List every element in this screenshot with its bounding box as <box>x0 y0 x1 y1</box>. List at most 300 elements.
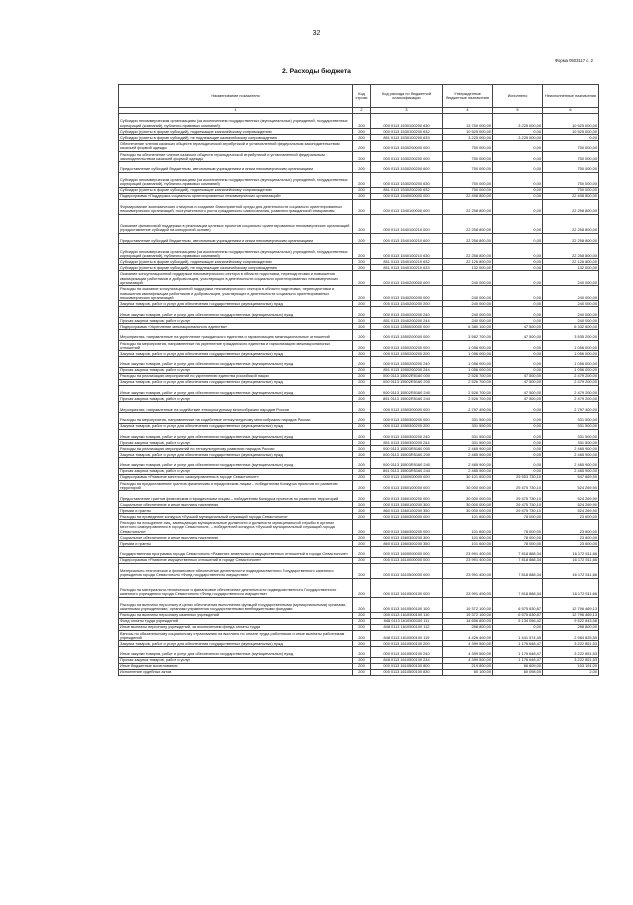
row-unexecuted: 22 498 800,00 <box>543 193 599 199</box>
row-unexecuted: 22 258 800,00 <box>543 214 599 233</box>
row-code: 200 <box>353 265 371 271</box>
row-code: 200 <box>353 501 371 507</box>
row-class-code: 851 0113 1540100210 633 <box>371 265 443 271</box>
header-approved: Утвержденные бюджетные назначения <box>443 85 493 108</box>
row-code: 200 <box>353 446 371 452</box>
row-executed: 0,00 <box>493 307 543 318</box>
row-unexecuted: 16 172 511,66 <box>543 578 599 597</box>
row-executed: 0,00 <box>493 402 543 413</box>
row-unexecuted: 16 172 511,66 <box>543 546 599 557</box>
row-code: 200 <box>353 474 371 480</box>
row-class-code: 000 0113 1540100210 000 <box>371 214 443 233</box>
row-name: Оказание финансовой поддержки в реализации целевых проектов социально ориентированных некоммерческих организаций (предоставление субсидий на конкурсной основе) <box>119 214 353 233</box>
row-approved: 750 000,00 <box>443 172 493 187</box>
row-executed: 29 475 730,10 <box>493 491 543 502</box>
row-class-code: 000 0113 1550200200 200 <box>371 351 443 357</box>
table-row <box>119 141 599 152</box>
row-code: 200 <box>353 647 371 658</box>
row-name: Подпрограмма «Развитие имущественных отношений в городе Севастополе» <box>119 557 353 563</box>
row-name: Формирование экономических стимулов и создание благоприятной среды для деятельности социально ориентированных некоммерческих организаций, поступательного роста гражданского самосознания, развития гражданской инициативы <box>119 199 353 214</box>
row-name: Субсидии некоммерческим организациям (за исключением государственных (муниципальных) учреждений, государственных корпораций (компаний), публично-правовых компаний) <box>119 114 353 129</box>
row-class-code: 848 0113 1610500100 112 <box>371 624 443 630</box>
row-approved: 2 465 900,00 <box>443 458 493 469</box>
row-code: 200 <box>353 513 371 519</box>
row-approved: 101 600,00 <box>443 513 493 519</box>
row-executed: 0,00 <box>493 286 543 301</box>
row-unexecuted: 2 479 200,00 <box>543 396 599 402</box>
row-unexecuted: 22 258 800,00 <box>543 233 599 244</box>
row-code: 200 <box>353 367 371 373</box>
row-name: Субсидии (гранты в форме субсидий), подлежащие казначейскому сопровождению <box>119 129 353 135</box>
row-unexecuted: 288 800,00 <box>543 624 599 630</box>
row-executed: 29 475 730,10 <box>493 501 543 507</box>
row-code: 200 <box>353 540 371 546</box>
row-code: 200 <box>353 557 371 563</box>
row-class-code: 000 0113 1550200200 240 <box>371 357 443 368</box>
table-row <box>119 329 599 340</box>
row-class-code: 000 0113 1550200000 000 <box>371 329 443 340</box>
table-row <box>119 402 599 413</box>
row-class-code: 000 0113 15503R5160 000 <box>371 446 443 452</box>
row-name: Расходы на предоставление грантов физическим и юридическим лицам – победителям Конкурса проектов по развитию территорий <box>119 480 353 491</box>
row-unexecuted: 6 332 600,00 <box>543 323 599 329</box>
table-row <box>119 357 599 368</box>
row-approved: 13 750 000,00 <box>443 114 493 129</box>
row-code: 200 <box>353 301 371 307</box>
row-class-code: 000 0113 1610500100 200 <box>371 641 443 647</box>
row-code: 200 <box>353 199 371 214</box>
row-class-code: 000 0113 1530100200 632 <box>371 129 443 135</box>
row-code: 200 <box>353 172 371 187</box>
row-approved: 132 000,00 <box>443 265 493 271</box>
row-code: 200 <box>353 612 371 618</box>
row-approved: 750 000,00 <box>443 151 493 162</box>
row-name: Расходы на мероприятия, направленные на содействие этнокультурному многообразию народов России <box>119 412 353 423</box>
row-approved: 240 000,00 <box>443 286 493 301</box>
row-code: 200 <box>353 244 371 259</box>
row-executed: 47 500,00 <box>493 385 543 396</box>
row-approved: 10 525 000,00 <box>443 129 493 135</box>
row-executed: 0,00 <box>493 259 543 265</box>
row-code: 200 <box>353 669 371 675</box>
row-name: Материально-техническое и финансовое обеспечение деятельности подведомственного Государственного казенного учреждения города Севастополя «Фонд государственного имущества» <box>119 563 353 578</box>
row-unexecuted: 2,00 <box>543 669 599 675</box>
row-name: Расходы на поощрение лиц, замещающих муниципальные должности и должности муниципальной службы в органах местного самоуправления в городе Севастополе, – победителей конкурса «Лучший муниципальный служащий города Севастополя» <box>119 519 353 534</box>
row-unexecuted: 2 465 900,00 <box>543 446 599 452</box>
row-name: Расходы на реализацию мероприятий по этнокультурному развитию народов России <box>119 446 353 452</box>
row-code: 200 <box>353 630 371 641</box>
row-approved: 331 500,00 <box>443 423 493 429</box>
table-row <box>119 513 599 519</box>
row-approved: 1 056 000,00 <box>443 340 493 351</box>
row-class-code: 000 0113 1610500000 000 <box>371 563 443 578</box>
row-code: 200 <box>353 129 371 135</box>
row-unexecuted: 23 600,00 <box>543 540 599 546</box>
row-name: Субсидии некоммерческим организациям (за исключением государственных (муниципальных) учреждений, государственных корпораций (компаний), публично-правовых компаний) <box>119 172 353 187</box>
row-class-code: 000 0113 1540200000 000 <box>371 271 443 286</box>
row-executed: 6 575 630,87 <box>493 597 543 612</box>
row-class-code: 000 0113 1530200200 600 <box>371 162 443 173</box>
row-unexecuted: 331 500,00 <box>543 440 599 446</box>
row-unexecuted: 23 600,00 <box>543 519 599 534</box>
row-executed: 78 000,00 <box>493 519 543 534</box>
row-class-code: 000 0113 1530100200 630 <box>371 114 443 129</box>
row-name: Взносы по обязательному социальному страхованию на выплаты по оплате труда работников и иные выплаты работникам учреждений <box>119 630 353 641</box>
column-number: 1 <box>119 108 353 114</box>
row-code: 200 <box>353 429 371 440</box>
row-code: 200 <box>353 458 371 469</box>
header-name: Наименование показателя <box>119 85 353 108</box>
row-approved: 2 526 700,00 <box>443 385 493 396</box>
row-unexecuted: 3 222 851,53 <box>543 641 599 647</box>
row-unexecuted: 23 600,00 <box>543 534 599 540</box>
row-class-code: 000 0113 1610500100 110 <box>371 612 443 618</box>
row-executed: 29 553 730,10 <box>493 474 543 480</box>
row-class-code: 000 0113 1550300200 000 <box>371 412 443 423</box>
row-class-code: 000 0113 1550300200 240 <box>371 429 443 440</box>
row-approved: 2 465 900,00 <box>443 468 493 474</box>
row-code: 200 <box>353 402 371 413</box>
row-approved: 2 526 700,00 <box>443 396 493 402</box>
row-code: 200 <box>353 151 371 162</box>
row-approved: 2 526 700,00 <box>443 373 493 379</box>
row-code: 200 <box>353 412 371 423</box>
row-class-code: 000 0113 15502R5160 000 <box>371 373 443 379</box>
row-class-code: 848 0113 1610500100 119 <box>371 630 443 641</box>
header-row <box>119 85 599 108</box>
row-unexecuted: 12 796 469,13 <box>543 612 599 618</box>
row-unexecuted: 3 222 851,53 <box>543 657 599 663</box>
row-approved: 22 258 800,00 <box>443 233 493 244</box>
row-code: 200 <box>353 187 371 193</box>
row-executed: 1 176 648,47 <box>493 641 543 647</box>
row-executed: 0,00 <box>493 340 543 351</box>
row-executed: 47 500,00 <box>493 396 543 402</box>
row-executed: 0,00 <box>493 162 543 173</box>
row-code: 200 <box>353 351 371 357</box>
row-code: 200 <box>353 597 371 612</box>
row-unexecuted: 23 600,00 <box>543 513 599 519</box>
table-row <box>119 199 599 214</box>
row-class-code: 000 0113 1560100200 000 <box>371 491 443 502</box>
row-unexecuted: 524 269,90 <box>543 491 599 502</box>
row-unexecuted: 2 479 200,00 <box>543 373 599 379</box>
row-approved: 750 000,00 <box>443 162 493 173</box>
row-executed: 0,00 <box>493 429 543 440</box>
row-executed: 47 500,00 <box>493 373 543 379</box>
row-code: 200 <box>353 507 371 513</box>
column-number: 6 <box>543 108 599 114</box>
table-row <box>119 578 599 597</box>
table-body <box>119 114 599 676</box>
row-approved: 1 056 000,00 <box>443 367 493 373</box>
row-approved: 240 000,00 <box>443 271 493 286</box>
row-approved: 2 526 700,00 <box>443 379 493 385</box>
row-unexecuted: 331 500,00 <box>543 429 599 440</box>
row-code: 200 <box>353 307 371 318</box>
table-row <box>119 114 599 129</box>
row-name: Иные бюджетные ассигнования <box>119 663 353 669</box>
row-approved: 101 600,00 <box>443 540 493 546</box>
row-code: 200 <box>353 259 371 265</box>
row-class-code: 860 0113 1560100200 350 <box>371 507 443 513</box>
row-unexecuted: 10 525 000,00 <box>543 129 599 135</box>
row-name: Иные выплаты персоналу учреждений, за исключением фонда оплаты труда <box>119 624 353 630</box>
row-name: Субсидии (гранты в форме субсидий), подлежащие казначейскому сопровождению <box>119 259 353 265</box>
table-row <box>119 172 599 187</box>
row-code: 200 <box>353 373 371 379</box>
row-name: Расходы на выплаты персоналу в целях обеспечения выполнения функций государственными (муниципальными) органами, казенными учреждениями, органами управления государственными внебюджетными фондами <box>119 597 353 612</box>
row-name: Прочая закупка товаров, работ и услуг <box>119 317 353 323</box>
table-row <box>119 458 599 469</box>
row-name: Расходы на выплаты персоналу казенных учреждений <box>119 612 353 618</box>
row-approved: 19 372 100,00 <box>443 597 493 612</box>
row-class-code: 851 0113 15503R5160 244 <box>371 468 443 474</box>
row-name: Премии и гранты <box>119 507 353 513</box>
row-unexecuted: 750 000,00 <box>543 141 599 152</box>
row-unexecuted: 750 000,00 <box>543 162 599 173</box>
row-class-code: 000 0113 1540000000 000 <box>371 193 443 199</box>
row-class-code: 000 0113 1540100210 630 <box>371 244 443 259</box>
row-class-code: 000 0113 1610500100 100 <box>371 597 443 612</box>
row-name: Прочая закупка товаров, работ и услуг <box>119 657 353 663</box>
row-name: Социальное обеспечение и иные выплаты населению <box>119 501 353 507</box>
row-executed: 1 176 648,47 <box>493 647 543 658</box>
row-name: Закупка товаров, работ и услуг для обеспечения государственных (муниципальных) нужд <box>119 452 353 458</box>
row-unexecuted: 2 797 400,00 <box>543 402 599 413</box>
row-code: 200 <box>353 271 371 286</box>
row-unexecuted: 2 465 900,00 <box>543 452 599 458</box>
row-name: Прочая закупка товаров, работ и услуг <box>119 367 353 373</box>
row-executed: 0,00 <box>493 440 543 446</box>
header-row-code: Код строки <box>353 85 371 108</box>
row-executed: 7 818 888,34 <box>493 563 543 578</box>
row-approved: 14 656 800,00 <box>443 618 493 624</box>
row-approved: 23 991 400,00 <box>443 578 493 597</box>
row-class-code: 000 0113 1610500100 240 <box>371 647 443 658</box>
row-unexecuted: 524 269,90 <box>543 480 599 491</box>
row-name: Субсидии (гранты в форме субсидий), подлежащие казначейскому сопровождению <box>119 187 353 193</box>
row-code: 200 <box>353 468 371 474</box>
row-code: 200 <box>353 452 371 458</box>
row-class-code: 000 0113 1530200200 630 <box>371 172 443 187</box>
row-unexecuted: 524 269,90 <box>543 501 599 507</box>
row-approved: 101 600,00 <box>443 519 493 534</box>
table-row <box>119 286 599 301</box>
row-executed: 47 500,00 <box>493 379 543 385</box>
row-class-code: 000 0113 1560100200 300 <box>371 501 443 507</box>
row-unexecuted: 524 269,90 <box>543 507 599 513</box>
row-executed: 0,00 <box>493 199 543 214</box>
row-unexecuted: 22 258 800,00 <box>543 199 599 214</box>
table-row <box>119 612 599 618</box>
row-executed: 7 818 888,34 <box>493 557 543 563</box>
row-unexecuted: 331 500,00 <box>543 423 599 429</box>
row-class-code: 000 0113 1610000000 000 <box>371 557 443 563</box>
row-name: Иные закупки товаров, работ и услуг для обеспечения государственных (муниципальных) нужд <box>119 357 353 368</box>
row-class-code: 000 0113 1560300200 300 <box>371 534 443 540</box>
row-executed: 0,00 <box>493 351 543 357</box>
row-executed: 3 225 000,00 <box>493 114 543 129</box>
row-executed: 0,00 <box>493 172 543 187</box>
header-unexecuted: Неисполненные назначения <box>543 85 599 108</box>
row-code: 200 <box>353 286 371 301</box>
row-code: 200 <box>353 379 371 385</box>
row-class-code: 000 0113 1540200200 200 <box>371 301 443 307</box>
table-row <box>119 244 599 259</box>
row-name: Премии и гранты <box>119 540 353 546</box>
row-unexecuted: 240 000,00 <box>543 286 599 301</box>
row-unexecuted: 153 191,00 <box>543 663 599 669</box>
row-unexecuted: 240 000,00 <box>543 307 599 318</box>
row-name: Иные закупки товаров, работ и услуг для обеспечения государственных (муниципальных) нужд <box>119 307 353 318</box>
row-unexecuted: 9 522 843,58 <box>543 618 599 624</box>
row-approved: 30 000 000,00 <box>443 507 493 513</box>
row-code: 200 <box>353 423 371 429</box>
row-approved: 23 991 400,00 <box>443 563 493 578</box>
row-executed: 0,00 <box>493 624 543 630</box>
row-code: 200 <box>353 546 371 557</box>
row-code: 200 <box>353 357 371 368</box>
row-approved: 331 500,00 <box>443 429 493 440</box>
row-name: Исполнение судебных актов <box>119 669 353 675</box>
row-name: Закупка товаров, работ и услуг для обеспечения государственных (муниципальных) нужд <box>119 379 353 385</box>
row-executed: 78 000,00 <box>493 540 543 546</box>
row-name: Расходы на обеспечение членов казачьих обществ геральдической атрибутикой и установленной федеральным законодательством казачьей формой одежды <box>119 151 353 162</box>
row-executed: 78 000,00 <box>493 534 543 540</box>
row-approved: 23 991 400,00 <box>443 546 493 557</box>
row-approved: 30 000 000,00 <box>443 501 493 507</box>
row-class-code: 000 0113 1550300200 200 <box>371 423 443 429</box>
row-class-code: 851 0113 1540200200 244 <box>371 317 443 323</box>
row-name: Субсидии (гранты в форме субсидий), не подлежащие казначейскому сопровождению <box>119 135 353 141</box>
row-name: Закупка товаров, работ и услуг для обеспечения государственных (муниципальных) нужд <box>119 423 353 429</box>
row-code: 200 <box>353 563 371 578</box>
row-code: 200 <box>353 214 371 233</box>
row-code: 200 <box>353 663 371 669</box>
row-unexecuted: 240 000,00 <box>543 271 599 286</box>
row-class-code: 000 0113 1550200200 000 <box>371 340 443 351</box>
row-executed: 0,00 <box>493 151 543 162</box>
row-approved: 2 465 900,00 <box>443 452 493 458</box>
row-code: 200 <box>353 641 371 647</box>
row-name: Закупка товаров, работ и услуг для обеспечения государственных (муниципальных) нужд <box>119 641 353 647</box>
row-unexecuted: 16 172 511,66 <box>543 563 599 578</box>
row-name: Расходы на материально-техническое и финансовое обеспечение деятельности подведомственного Государственного казенного учреждения города Севастополя «Фонд государственного имущества» <box>119 578 353 597</box>
row-name: Субсидии (гранты в форме субсидий), не подлежащие казначейскому сопровождению <box>119 265 353 271</box>
table-row <box>119 641 599 647</box>
row-class-code: 000 0113 1610500100 830 <box>371 669 443 675</box>
row-unexecuted: 2 479 200,00 <box>543 379 599 385</box>
row-approved: 22 126 800,00 <box>443 259 493 265</box>
row-approved: 22 258 800,00 <box>443 244 493 259</box>
row-approved: 19 372 100,00 <box>443 612 493 618</box>
row-name: Прочая закупка товаров, работ и услуг <box>119 440 353 446</box>
row-executed: 66 609,00 <box>493 663 543 669</box>
row-executed: 0,00 <box>493 244 543 259</box>
row-unexecuted: 3 222 851,53 <box>543 647 599 658</box>
row-name: Подпрограмма «Поддержка социально ориентированных некоммерческих организаций» <box>119 193 353 199</box>
row-code: 200 <box>353 323 371 329</box>
row-code: 200 <box>353 491 371 502</box>
row-executed: 0,00 <box>493 193 543 199</box>
row-class-code: 000 0113 15503R5160 240 <box>371 458 443 469</box>
row-name: Закупка товаров, работ и услуг для обеспечения государственных (муниципальных) нужд <box>119 351 353 357</box>
row-approved: 331 500,00 <box>443 440 493 446</box>
document-title: 2. Расходы бюджета <box>282 68 351 75</box>
row-name: Расходы на реализацию мероприятий по укреплению единства российской нации <box>119 373 353 379</box>
row-code: 200 <box>353 317 371 323</box>
row-executed: 47 500,00 <box>493 323 543 329</box>
row-unexecuted: 1 056 000,00 <box>543 351 599 357</box>
row-executed: 0,00 <box>493 357 543 368</box>
table-row <box>119 412 599 423</box>
row-unexecuted: 750 000,00 <box>543 151 599 162</box>
row-name: Подпрограмма «Развитие местного самоуправления в городе Севастополе» <box>119 474 353 480</box>
row-approved: 30 000 000,00 <box>443 480 493 491</box>
row-executed: 0,00 <box>493 446 543 452</box>
row-unexecuted: 22 126 800,00 <box>543 259 599 265</box>
row-executed: 1 176 648,47 <box>493 657 543 663</box>
row-name: Подпрограмма «Укрепление межнационального единства» <box>119 323 353 329</box>
row-executed: 1 441 574,45 <box>493 630 543 641</box>
row-approved: 6 380 100,00 <box>443 323 493 329</box>
row-name: Мероприятия, направленные на содействие этнокультурному многообразию народов России <box>119 402 353 413</box>
row-unexecuted: 2 984 825,55 <box>543 630 599 641</box>
row-class-code: 000 0113 15503R5160 200 <box>371 452 443 458</box>
table-row <box>119 480 599 491</box>
row-name: Иные закупки товаров, работ и услуг для обеспечения государственных (муниципальных) нужд <box>119 458 353 469</box>
row-name: Предоставление субсидий бюджетным, автономным учреждениям и иным некоммерческим организациям <box>119 162 353 173</box>
row-approved: 750 000,00 <box>443 141 493 152</box>
row-executed: 6 575 630,87 <box>493 612 543 618</box>
row-approved: 1 056 000,00 <box>443 351 493 357</box>
expenditure-table <box>118 84 599 676</box>
row-approved: 30 000 000,00 <box>443 491 493 502</box>
row-unexecuted: 1 056 000,00 <box>543 357 599 368</box>
row-approved: 240 000,00 <box>443 307 493 318</box>
row-approved: 2 797 400,00 <box>443 402 493 413</box>
row-class-code: 000 0113 1560100000 000 <box>371 480 443 491</box>
row-unexecuted: 240 000,00 <box>543 301 599 307</box>
row-code: 200 <box>353 480 371 491</box>
row-name: Обеспечение членов казачьих обществ геральдической атрибутикой и установленной федеральным законодательством казачьей формой одежды <box>119 141 353 152</box>
row-executed: 0,00 <box>493 265 543 271</box>
row-executed: 5 134 056,42 <box>493 618 543 624</box>
row-executed: 0,00 <box>493 214 543 233</box>
table-row <box>119 534 599 540</box>
row-code: 200 <box>353 618 371 624</box>
row-class-code: 000 0113 1560300200 000 <box>371 519 443 534</box>
row-unexecuted: 132 000,00 <box>543 265 599 271</box>
row-name: Социальное обеспечение и иные выплаты населению <box>119 534 353 540</box>
row-name: Иные закупки товаров, работ и услуг для обеспечения государственных (муниципальных) нужд <box>119 647 353 658</box>
row-name: Закупка товаров, работ и услуг для обеспечения государственных (муниципальных) нужд <box>119 301 353 307</box>
row-class-code: 000 0113 1540100000 000 <box>371 199 443 214</box>
table-row <box>119 563 599 578</box>
table-row <box>119 373 599 379</box>
row-executed: 7 818 888,34 <box>493 578 543 597</box>
row-name: Мероприятия, направленные на укрепление гражданского единства и гармонизацию межнациональных отношений <box>119 329 353 340</box>
row-name: Государственная программа города Севастополя «Развитие земельных и имущественных отношений в городе Севастополе» <box>119 546 353 557</box>
row-executed: 78 000,00 <box>493 513 543 519</box>
row-executed: 0,00 <box>493 452 543 458</box>
row-executed: 0,00 <box>493 317 543 323</box>
row-class-code: 000 0113 1550300000 000 <box>371 402 443 413</box>
row-unexecuted: 2 465 900,00 <box>543 458 599 469</box>
row-executed: 3 225 000,00 <box>493 135 543 141</box>
row-name: Предоставление грантов физическим и юридическим лицам – победителям Конкурса проектов по развитию территорий <box>119 491 353 502</box>
